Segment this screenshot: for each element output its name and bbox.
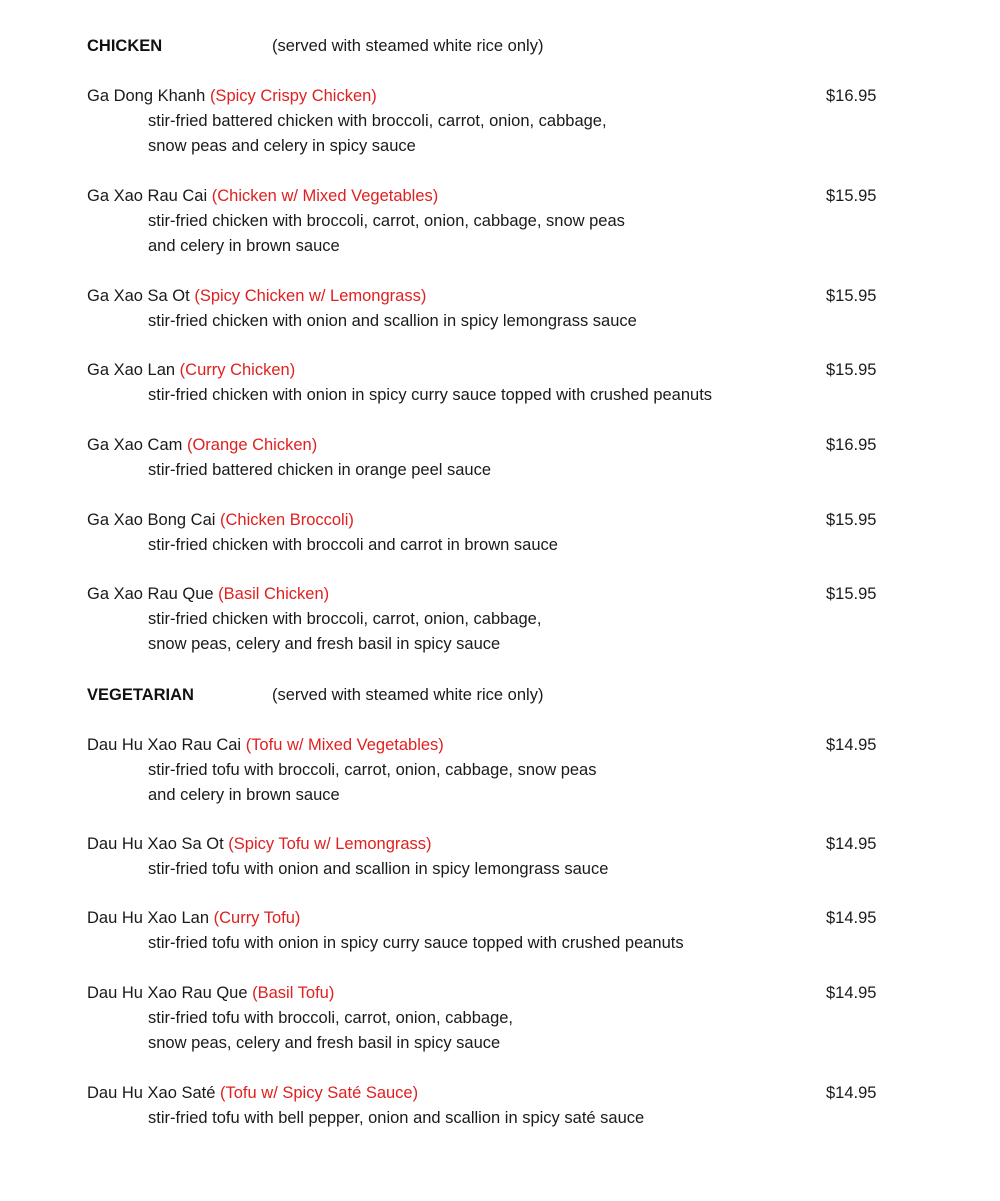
menu-item bbox=[87, 582, 907, 657]
section-header-vegetarian bbox=[87, 683, 907, 708]
item-name: Ga Xao Lan bbox=[87, 361, 176, 379]
item-english-name: (Orange Chicken) bbox=[186, 436, 318, 454]
item-english-name: (Spicy Tofu w/ Lemongrass) bbox=[228, 835, 432, 853]
item-description-line: snow peas and celery in spicy sauce bbox=[148, 137, 416, 155]
menu-item bbox=[87, 184, 907, 259]
menu-item bbox=[87, 433, 907, 483]
item-description-line: stir-fried chicken with onion and scallion in spicy lemongrass sauce bbox=[148, 312, 637, 330]
item-description bbox=[87, 309, 907, 334]
item-description bbox=[87, 209, 907, 259]
item-price: $14.95 bbox=[826, 736, 877, 754]
item-english-name: (Basil Tofu) bbox=[252, 984, 335, 1002]
menu-item bbox=[87, 906, 907, 956]
menu-item bbox=[87, 1081, 907, 1131]
item-price: $15.95 bbox=[826, 585, 877, 603]
item-description-line: and celery in brown sauce bbox=[148, 237, 340, 255]
item-name: Ga Xao Sa Ot bbox=[87, 287, 190, 305]
item-price: $16.95 bbox=[826, 87, 877, 105]
item-description bbox=[87, 109, 907, 159]
item-description-line: stir-fried chicken with broccoli, carrot, onion, cabbage, snow peas bbox=[148, 212, 625, 230]
item-description bbox=[87, 533, 907, 558]
item-description-line: stir-fried tofu with bell pepper, onion and scallion in spicy saté sauce bbox=[148, 1109, 645, 1127]
item-price: $15.95 bbox=[826, 511, 877, 529]
item-description bbox=[87, 758, 907, 808]
menu-item bbox=[87, 358, 907, 408]
item-description bbox=[87, 383, 907, 408]
item-description-line: stir-fried tofu with broccoli, carrot, onion, cabbage, snow peas bbox=[148, 761, 597, 779]
item-price: $15.95 bbox=[826, 187, 877, 205]
item-name: Ga Xao Rau Cai bbox=[87, 187, 208, 205]
item-name: Ga Xao Bong Cai bbox=[87, 511, 216, 529]
item-name: Dau Hu Xao Lan bbox=[87, 909, 210, 927]
section-title: CHICKEN bbox=[87, 37, 163, 55]
item-description bbox=[87, 1106, 907, 1131]
item-name: Ga Xao Cam bbox=[87, 436, 183, 454]
item-price: $14.95 bbox=[826, 1084, 877, 1102]
item-description bbox=[87, 931, 907, 956]
item-name: Ga Dong Khanh bbox=[87, 87, 206, 105]
item-description-line: stir-fried battered chicken in orange peel sauce bbox=[148, 461, 492, 479]
section-header-chicken bbox=[87, 34, 907, 59]
item-description-line: snow peas, celery and fresh basil in spicy sauce bbox=[148, 1034, 501, 1052]
item-name: Dau Hu Xao Sa Ot bbox=[87, 835, 224, 853]
item-description-line: stir-fried chicken with broccoli, carrot, onion, cabbage, bbox=[148, 610, 542, 628]
item-description-line: stir-fried chicken with broccoli and carrot in brown sauce bbox=[148, 536, 558, 554]
item-description-line: stir-fried battered chicken with broccoli, carrot, onion, cabbage, bbox=[148, 112, 607, 130]
item-price: $16.95 bbox=[826, 436, 877, 454]
item-english-name: (Basil Chicken) bbox=[218, 585, 330, 603]
menu-item bbox=[87, 84, 907, 159]
menu-item bbox=[87, 284, 907, 334]
item-english-name: (Chicken w/ Mixed Vegetables) bbox=[211, 187, 439, 205]
item-english-name: (Tofu w/ Spicy Saté Sauce) bbox=[220, 1084, 419, 1102]
item-description bbox=[87, 1006, 907, 1056]
item-price: $15.95 bbox=[826, 287, 877, 305]
item-name: Dau Hu Xao Rau Cai bbox=[87, 736, 242, 754]
item-price: $14.95 bbox=[826, 984, 877, 1002]
menu-item bbox=[87, 733, 907, 808]
item-description-line: snow peas, celery and fresh basil in spicy sauce bbox=[148, 635, 501, 653]
item-description bbox=[87, 857, 907, 882]
item-price: $14.95 bbox=[826, 909, 877, 927]
item-description-line: stir-fried chicken with onion in spicy curry sauce topped with crushed peanuts bbox=[148, 386, 713, 404]
item-description-line: and celery in brown sauce bbox=[148, 786, 340, 804]
item-english-name: (Curry Tofu) bbox=[213, 909, 301, 927]
item-english-name: (Chicken Broccoli) bbox=[220, 511, 354, 529]
menu-item bbox=[87, 981, 907, 1056]
item-description bbox=[87, 458, 907, 483]
section-title: VEGETARIAN bbox=[87, 686, 194, 704]
item-name: Dau Hu Xao Rau Que bbox=[87, 984, 248, 1002]
item-english-name: (Spicy Chicken w/ Lemongrass) bbox=[194, 287, 427, 305]
item-description-line: stir-fried tofu with onion in spicy curry sauce topped with crushed peanuts bbox=[148, 934, 684, 952]
item-english-name: (Tofu w/ Mixed Vegetables) bbox=[245, 736, 444, 754]
item-description-line: stir-fried tofu with onion and scallion in spicy lemongrass sauce bbox=[148, 860, 609, 878]
item-description-line: stir-fried tofu with broccoli, carrot, onion, cabbage, bbox=[148, 1009, 514, 1027]
menu-item bbox=[87, 832, 907, 882]
section-note: (served with steamed white rice only) bbox=[272, 37, 544, 55]
item-description bbox=[87, 607, 907, 657]
item-name: Dau Hu Xao Saté bbox=[87, 1084, 216, 1102]
item-price: $15.95 bbox=[826, 361, 877, 379]
item-english-name: (Spicy Crispy Chicken) bbox=[209, 87, 377, 105]
menu-item bbox=[87, 508, 907, 558]
item-name: Ga Xao Rau Que bbox=[87, 585, 214, 603]
item-english-name: (Curry Chicken) bbox=[179, 361, 296, 379]
item-price: $14.95 bbox=[826, 835, 877, 853]
section-note: (served with steamed white rice only) bbox=[272, 686, 544, 704]
